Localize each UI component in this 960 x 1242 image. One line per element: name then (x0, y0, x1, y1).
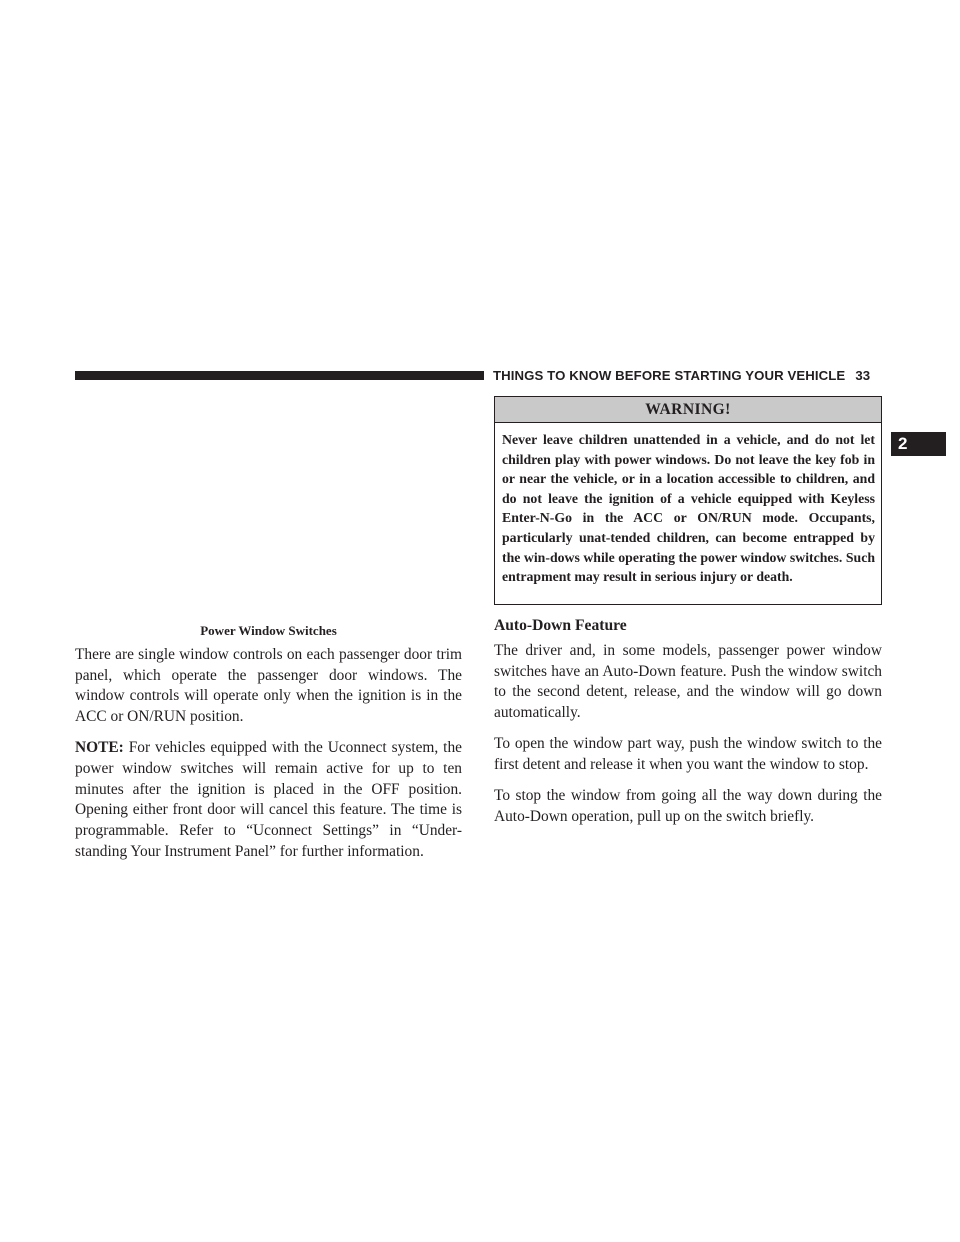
figure-caption: Power Window Switches (200, 623, 337, 638)
right-column (494, 617, 882, 828)
body-paragraph: The driver and, in some models, passenger power window switches have an Auto-Down feature. Push the window switch to the second detent, release, and the window will go down automatically. (494, 642, 882, 722)
running-header (493, 366, 883, 386)
note-label: NOTE: (75, 739, 124, 757)
page-number: 33 (855, 368, 871, 383)
chapter-tab: 2 (891, 432, 946, 456)
section-title: Auto-Down Feature (494, 617, 627, 634)
warning-text: Never leave children unattended in a vehicle, and do not let children play with power windows. Do not leave the key fob in or near the vehicle, or in a location accessible to children, and do not leave the ignition of a vehicle equipped with Keyless Enter-N-Go in the ACC or ON/RUN mode. Occupants, particularly unat-tended children, can become entrapped by the win-dows while operating the power window switches. Such entrapment may result in serious injury or death. (502, 432, 875, 585)
body-paragraph: To open the window part way, push the window switch to the first detent and release it when you want the window to stop. (494, 735, 882, 774)
header-rule (75, 371, 484, 380)
body-paragraph: To stop the window from going all the way down during the Auto-Down operation, pull up on the switch briefly. (494, 787, 882, 825)
note-paragraph (75, 738, 462, 862)
header-title: THINGS TO KNOW BEFORE STARTING YOUR VEHICLE (493, 368, 846, 383)
warning-title: WARNING! (495, 397, 881, 423)
body-paragraph: There are single window controls on each passenger door trim panel, which operate the passenger door windows. The window controls will operate only when the ignition is in the ACC or ON/RUN position. (75, 646, 462, 726)
note-text: For vehicles equipped with the Uconnect system, the power window switches will remain active for up to ten minutes after the ignition is placed in the OFF position. Opening either front door will cancel this feature. The time is programmable. Refer to “Uconnect Settings” in “Under-standing Your Instrument Panel” for further information. (75, 739, 462, 860)
left-column (75, 645, 462, 863)
warning-box (494, 396, 882, 605)
